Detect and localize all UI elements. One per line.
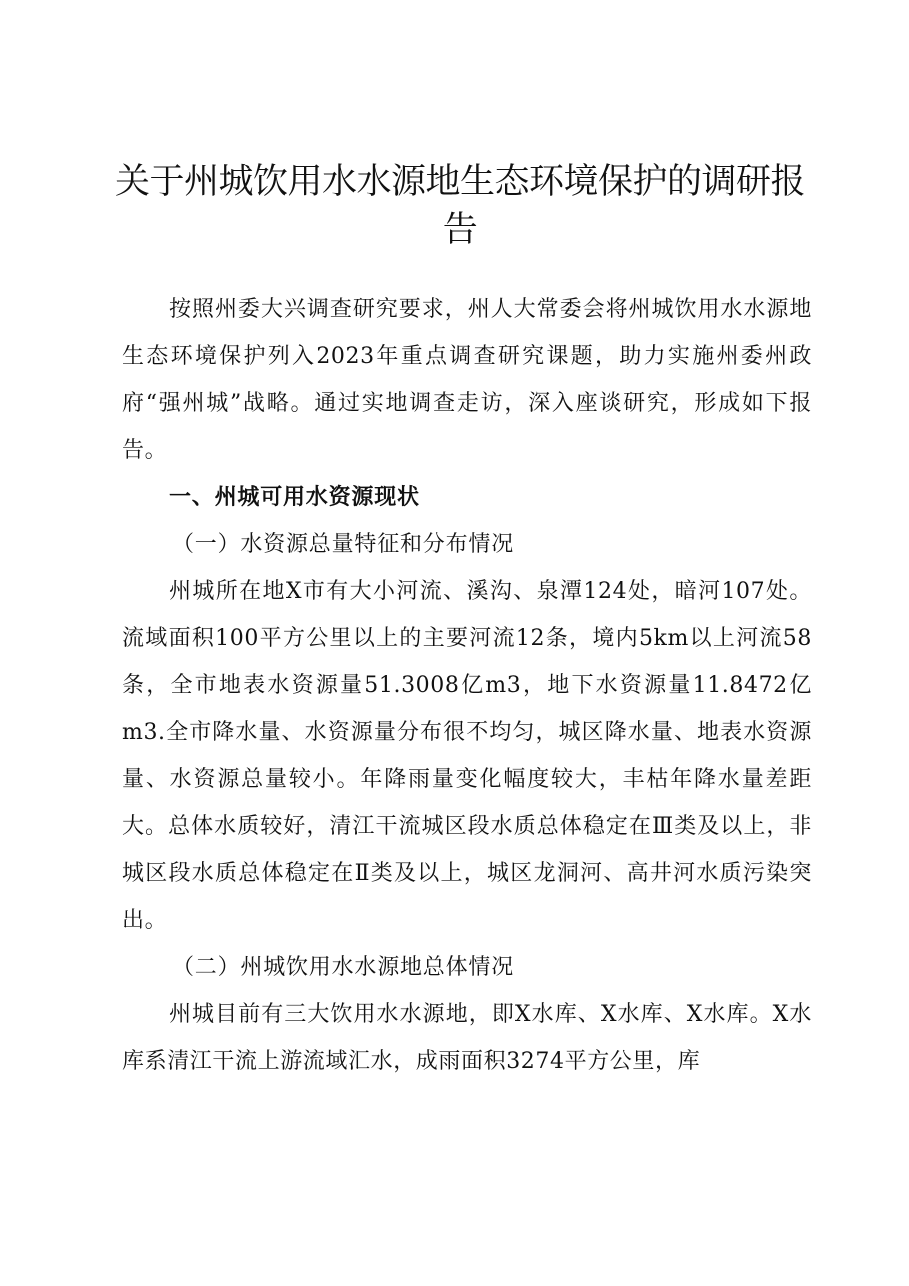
subsection-1-paragraph: 州城所在地X市有大小河流、溪沟、泉潭124处，暗河107处。流域面积100平方公里以上的主要河流12条，境内5km以上河流58条，全市地表水资源量51.3008亿m3，地下水资源量11.8472亿m3.全市降水量、水资源量分布很不均匀，城区降水量、地表水资源量、水资源总量较小。年降雨量变化幅度较大，丰枯年降水量差距大。总体水质较好，清江干流城区段水质总体稳定在Ⅲ类及以上，非城区段水质总体稳定在Ⅱ类及以上，城区龙洞河、高井河水质污染突出。 bbox=[122, 579, 812, 933]
document-title: 关于州城饮用水水源地生态环境保护的调研报告 bbox=[114, 162, 805, 250]
document-body bbox=[122, 286, 812, 1085]
subsection-heading-1: （一）水资源总量特征和分布情况 bbox=[172, 532, 515, 557]
intro-paragraph: 按照州委大兴调查研究要求，州人大常委会将州城饮用水水源地生态环境保护列入2023年重点调查研究课题，助力实施州委州政府“强州城”战略。通过实地调查走访，深入座谈研究，形成如下报告。 bbox=[122, 297, 812, 463]
subsection-2-paragraph: 州城目前有三大饮用水水源地，即X水库、X水库、X水库。X水库系清江干流上游流域汇水，成雨面积3274平方公里，库 bbox=[122, 1002, 812, 1074]
subsection-heading-2: （二）州城饮用水水源地总体情况 bbox=[172, 955, 515, 980]
section-heading-1: 一、州城可用水资源现状 bbox=[169, 485, 420, 510]
